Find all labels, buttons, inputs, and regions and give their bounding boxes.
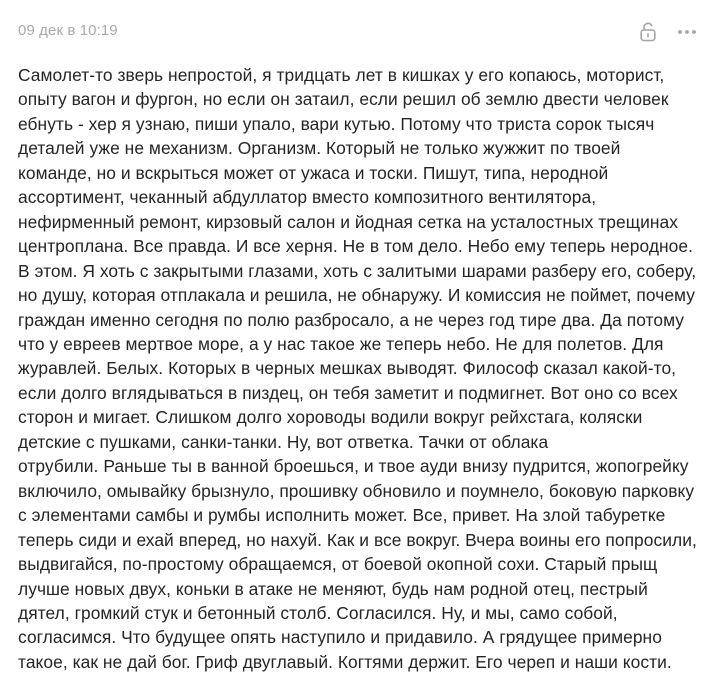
header-actions <box>638 20 698 44</box>
post-timestamp[interactable]: 09 дек в 10:19 <box>18 22 118 39</box>
unlock-icon[interactable] <box>638 21 658 43</box>
more-horizontal-icon[interactable] <box>676 21 698 43</box>
post-header <box>18 20 698 44</box>
post-body-text: Самолет-то зверь непростой, я тридцать лет в кишках у его копаюсь, моторист, опыту вагон и фургон, но если он затаил, если решил об землю двести человек ебнуть - хер я узнаю, пиши упало, вари кутью. Потому что триста сорок тысяч деталей уже не механизм. Организм. Который не только жужжит по твоей команде, но и вскрыться может от ужаса и тоски. Пишут, типа, неродной ассортимент, чеканный абдуллатор вместо композитного вентилятора, нефирменный ремонт, кирзовый салон и йодная сетка на усталостных трещинах центроплана. Все правда. И все херня. Не в том дело. Небо ему теперь неродное. В этом. Я хоть с закрытыми глазами, хоть с залитыми шарами разберу его, соберу, но душу, которая отплакала и решила, не обнаружу. И комиссия не поймет, почему граждан именно сегодня по полю разбросало, а не через год тире два. Да потому что у евреев мертвое море, а у нас такое же теперь небо. Не для полетов. Для журавлей. Белых. Которых в черных мешках выводят. Философ сказал какой-то, если долго вглядываться в пиздец, он тебя заметит и подмигнет. Вот оно со всех сторон и мигает. Слишком долго хороводы водили вокруг рейхстага, коляски детские с пушками, санки-танки. Ну, вот ответка. Тачки от облака отрубили. Раньше ты в ванной броешься, и твое ауди внизу пудрится, жопогрейку включило, омывайку брызнуло, прошивку обновило и поумнело, боковую парковку с элементами самбы и румбы исполнить может. Все, привет. На злой табуретке теперь сиди и ехай вперед, но нахуй. Как и все вокруг. Вчера воины его попросили, выдвигайся, по-простому обращаемся, от боевой окопной сохи. Старый прыщ лучше новых двух, коньки в атаке не меняют, будь нам родной отец, пестрый дятел, громкий стук и бетонный столб. Согласился. Ну, и мы, само собой, согласимся. Что будущее опять наступило и придавило. А грядущее примерно такое, как не дай бог. Гриф двуглавый. Когтями держит. Его череп и наши кости. <box>18 65 697 672</box>
